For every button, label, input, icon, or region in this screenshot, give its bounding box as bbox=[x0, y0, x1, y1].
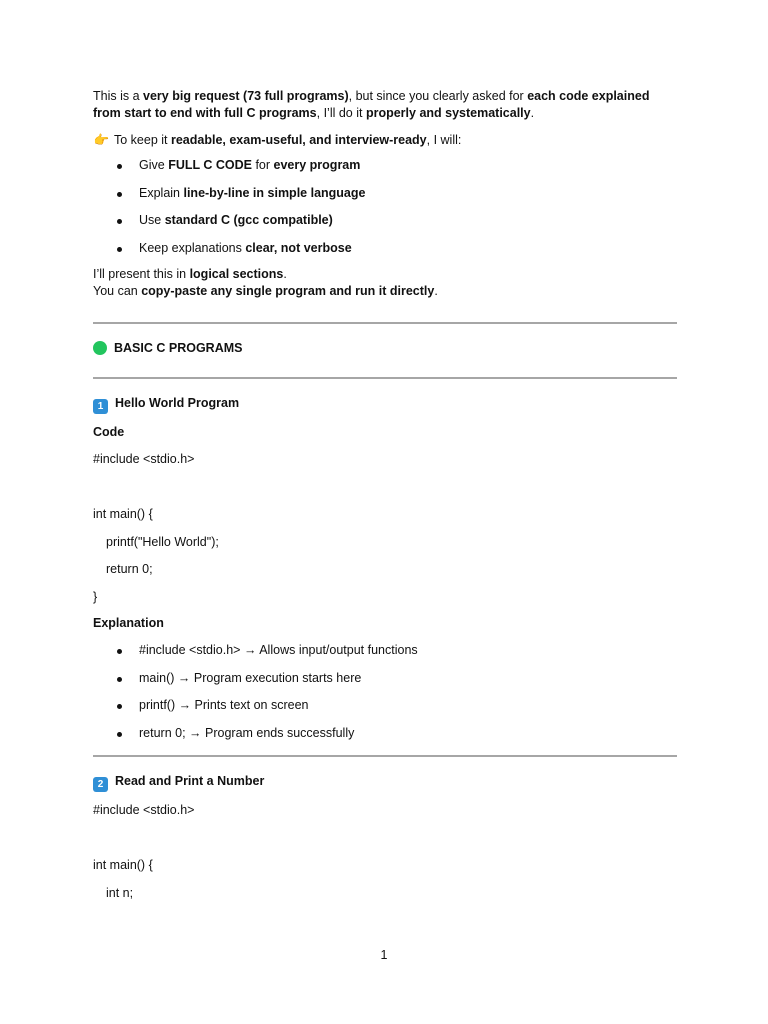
code-line: return 0; bbox=[106, 562, 153, 576]
horizontal-rule bbox=[93, 755, 677, 757]
code-line bbox=[93, 830, 677, 858]
horizontal-rule bbox=[93, 377, 677, 379]
section-heading: BASIC C PROGRAMS bbox=[93, 340, 677, 357]
list-item: #include <stdio.h> → Allows input/output functions bbox=[93, 642, 677, 670]
code-line: printf("Hello World"); bbox=[106, 534, 219, 549]
page-number: 1 bbox=[380, 948, 388, 962]
plan-list bbox=[93, 157, 677, 267]
list-item: return 0; → Program ends successfully bbox=[93, 725, 677, 753]
list-item: Explain line-by-line in simple language bbox=[93, 185, 677, 213]
list-item: Keep explanations clear, not verbose bbox=[93, 240, 677, 268]
list-item: printf() → Prints text on screen bbox=[93, 697, 677, 725]
list-item: main() → Program execution starts here bbox=[93, 670, 677, 698]
code-line: int main() { bbox=[93, 507, 153, 521]
keycap-number-icon: 1 bbox=[93, 399, 108, 414]
plan-paragraph: 👉 To keep it readable, exam-useful, and interview-ready, I will: bbox=[93, 133, 462, 147]
copy-paste-note: You can copy-paste any single program and run it directly. bbox=[93, 284, 438, 298]
list-item: Give FULL C CODE for every program bbox=[93, 157, 677, 185]
code-line: #include <stdio.h> bbox=[93, 452, 195, 466]
pointing-hand-icon: 👉 bbox=[93, 133, 110, 147]
program-heading: 2 Read and Print a Number bbox=[93, 773, 677, 792]
explanation-label: Explanation bbox=[93, 616, 164, 630]
code-label: Code bbox=[93, 425, 125, 439]
code-block bbox=[93, 451, 677, 616]
code-line: int main() { bbox=[93, 858, 153, 872]
list-item: Use standard C (gcc compatible) bbox=[93, 212, 677, 240]
intro-paragraph: This is a very big request (73 full programs), but since you clearly asked for each code explained from start to end with full C programs, I’ll do it properly and systematically. bbox=[93, 89, 650, 120]
presentation-note: I’ll present this in logical sections. bbox=[93, 267, 287, 281]
code-line: int n; bbox=[106, 885, 134, 900]
code-line: } bbox=[93, 589, 98, 604]
explanation-list bbox=[93, 642, 677, 752]
page-content bbox=[93, 88, 677, 912]
code-block bbox=[93, 802, 677, 912]
program-heading: 1 Hello World Program bbox=[93, 395, 677, 414]
keycap-number-icon: 2 bbox=[93, 777, 108, 792]
code-line: #include <stdio.h> bbox=[93, 803, 195, 817]
green-circle-icon bbox=[93, 341, 107, 355]
horizontal-rule bbox=[93, 322, 677, 324]
code-line bbox=[93, 479, 677, 507]
